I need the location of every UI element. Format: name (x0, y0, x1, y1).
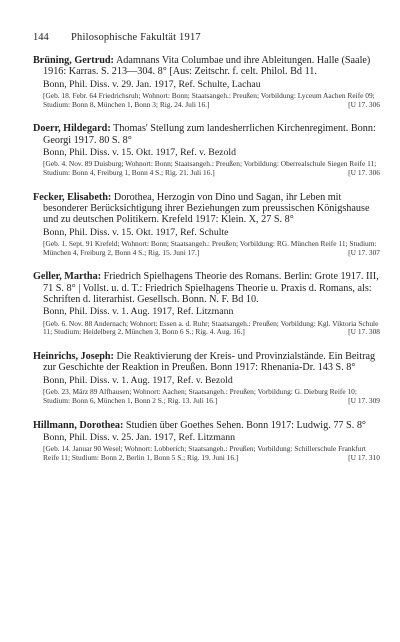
bibliography-entry (33, 420, 382, 463)
entry-title: Adamnans Vita Columbae und ihre Ableitungen. Halle (Saale) 1916: Karras. S. 213—304. 8° [Aus: Zeitschr. f. celt. Philol. Bd 11. (43, 55, 371, 78)
entry-notes: [Geb. 14. Januar 90 Wesel; Wohnort: Lobberich; Staatsangeh.: Preußen; Vorbildung: Schillerschule Frankfurt Reife 11; Studium: Bonn 2, Berlin 1, Bonn 5 S.; Rig. 19. Juni 16.] (43, 444, 366, 462)
entry-title: Die Reaktivierung der Kreis- und Provinzialstände. Ein Beitrag zur Geschichte der Reaktion in Preußen. Bonn 1917: Rhenania-Dr. 143 S. 8° (43, 351, 376, 374)
entry-title: Friedrich Spielhagens Theorie des Romans. Berlin: Grote 1917. III, 71 S. 8° | Vollst. u. d. T.: Friedrich Spielhagens Theorie u. Praxis d. Romans, als: Schriften d. literarhist. Gesellsch. Bonn. N. F. Bd 10. (43, 271, 379, 306)
entry-signature: [U 17. 306 (348, 167, 380, 177)
entry-signature: [U 17. 308 (348, 327, 380, 337)
entry-signature: [U 17. 306 (348, 99, 380, 109)
entry-dissertation: Bonn, Phil. Diss. v. 1. Aug. 1917, Ref. v. Bezold (43, 374, 233, 386)
entry-title: Studien über Goethes Sehen. Bonn 1917: Ludwig. 77 S. 8° (125, 419, 366, 431)
entry-author: Geller, Martha: (33, 271, 102, 283)
entry-signature: [U 17. 307 (348, 247, 380, 257)
bibliography-entry (33, 55, 382, 109)
entry-dissertation: Bonn, Phil. Diss. v. 29. Jan. 1917, Ref. Schulte, Lachau (43, 78, 261, 90)
page-number: 144 (33, 32, 49, 43)
entry-dissertation: Bonn, Phil. Diss. v. 1. Aug. 1917, Ref. Litzmann (43, 306, 234, 318)
entry-title: Thomas' Stellung zum landesherrlichen Kirchenregiment. Bonn: Georgi 1917. 80 S. 8° (43, 123, 376, 146)
entry-author: Hillmann, Dorothea: (33, 419, 124, 431)
entry-notes: [Geb. 18. Febr. 64 Friedrichsruh; Wohnort: Bonn; Staatsangeh.: Preußen; Vorbildung: Lyceum Aachen Reife 09; Studium: Bonn 8, München 1, Bonn 3; Rig. 24. Juli 16.] (43, 90, 375, 109)
running-title: Philosophische Fakultät 1917 (71, 32, 201, 43)
entry-signature: [U 17. 310 (348, 452, 380, 462)
entry-notes: [Geb. 4. Nov. 89 Duisburg; Wohnort: Bonn; Staatsangeh.: Preußen; Vorbildung: Oberrealschule Siegen Reife 11; Studium: Bonn 4, Freiburg 1, Bonn 4 S.; Rig. 21. Juli 16.] (43, 159, 377, 177)
bibliography-entry (33, 123, 382, 177)
bibliography-entry (33, 192, 382, 258)
entry-dissertation: Bonn, Phil. Diss. v. 15. Okt. 1917, Ref. v. Bezold (43, 146, 237, 158)
bibliography-entry (33, 351, 382, 405)
entry-notes: [Geb. 23. März 89 Alfhausen; Wohnort: Aachen; Staatsangeh.: Preußen; Vorbildung: G. Dieburg Reife 10; Studium: Bonn 6, München 1, Bonn 2 S.; Rig. 13. Juli 16.] (43, 386, 357, 405)
entry-title: Dorothea, Herzogin von Dino und Sagan, ihr Leben mit besonderer Berücksichtigung ihrer Beziehungen zum preussischen Königshause und zu deutschen Politikern. Krefeld 1917: Klein. X, 27 S. 8° (43, 191, 370, 226)
entry-author: Doerr, Hildegard: (33, 123, 111, 135)
bibliography-entry (33, 271, 382, 337)
entry-author: Brüning, Gertrud: (33, 55, 114, 66)
entry-notes: [Geb. 1. Sept. 91 Krefeld; Wohnort: Bonn; Staatsangeh.: Preußen; Vorbildung: RG. München Reife 11; Studium: München 4, Freiburg 2, Bonn 4 S.; Rig. 15. Juni 17.] (43, 238, 377, 257)
entry-notes: [Geb. 6. Nov. 88 Andernach; Wohnort: Essen a. d. Ruhr; Staatsangeh.: Preußen; Vorbildung: Kgl. Viktoria Schule 11; Studium: Heidelberg 2, München 3, Bonn 6 S.; Rig. 4. Aug. 16.] (43, 318, 379, 337)
running-head (33, 32, 382, 43)
entry-dissertation: Bonn, Phil. Diss. v. 15. Okt. 1917, Ref. Schulte (43, 226, 229, 238)
entry-author: Heinrichs, Joseph: (33, 351, 114, 363)
entry-signature: [U 17. 309 (348, 395, 380, 405)
entry-dissertation: Bonn, Phil. Diss. v. 25. Jan. 1917, Ref. Litzmann (43, 431, 236, 443)
entry-author: Fecker, Elisabeth: (33, 191, 112, 203)
